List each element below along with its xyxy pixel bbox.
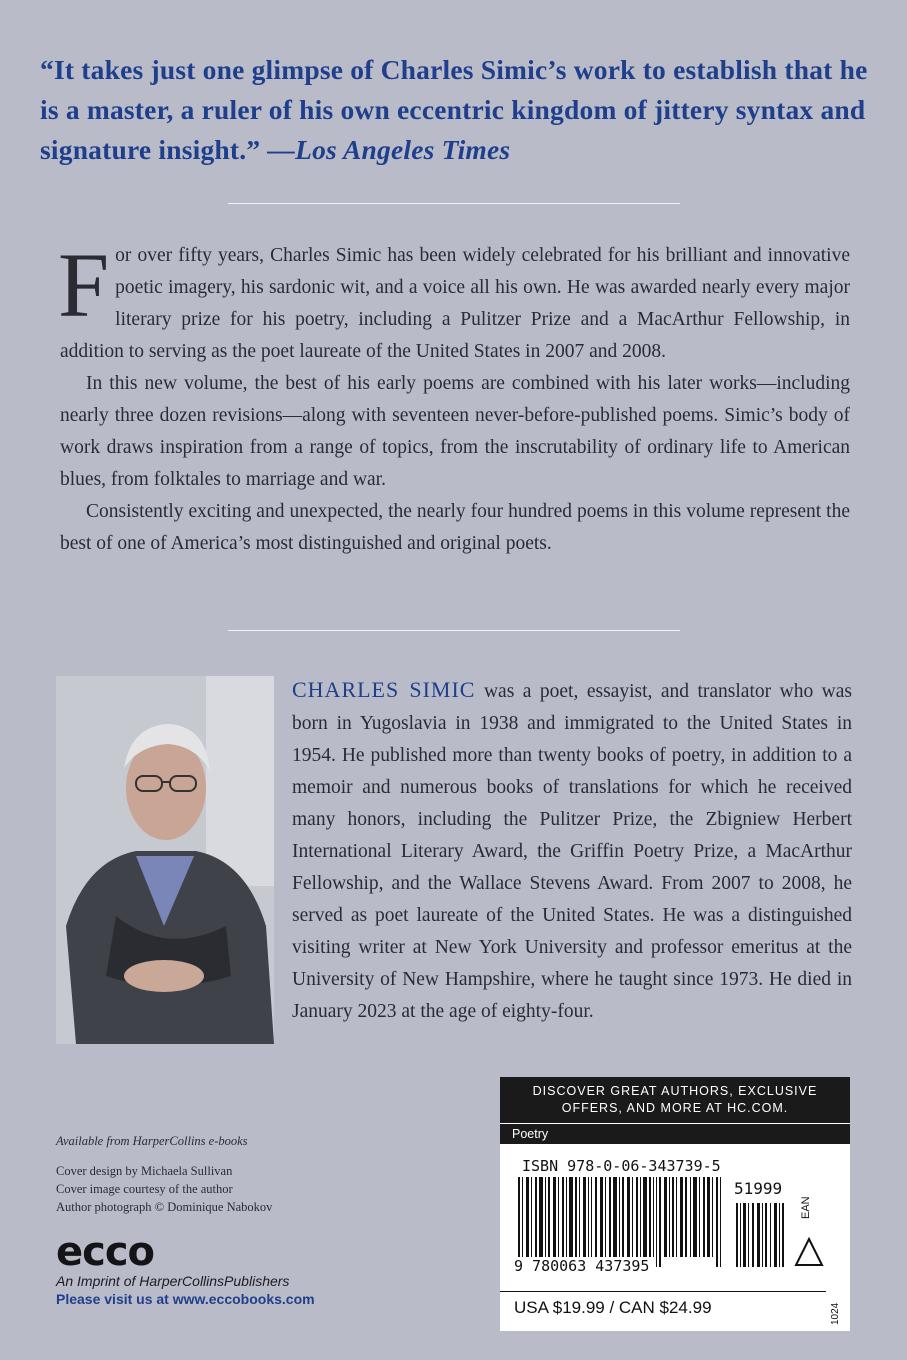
divider-middle bbox=[228, 630, 680, 631]
isbn-text: ISBN 978-0-06-343739-5 bbox=[522, 1157, 721, 1175]
website-line: Please visit us at www.eccobooks.com bbox=[56, 1291, 315, 1307]
genre-label: Poetry bbox=[500, 1123, 850, 1144]
author-photo bbox=[56, 676, 274, 1044]
price-code: 51999 bbox=[734, 1179, 783, 1198]
imprint-block bbox=[56, 1272, 396, 1308]
drop-cap: F bbox=[58, 234, 110, 336]
imprint-line: An Imprint of HarperCollinsPublishers bbox=[56, 1273, 290, 1289]
bio-text: was a poet, essayist, and translator who was born in Yugoslavia in 1938 and immigrated to the United States in 1954. He published more than twenty books of poetry, in addition to a memoir and numerous books of translations for which he received many honors, including the Pulitzer Prize, the Zbigniew Herbert International Literary Award, the Griffin Poetry Prize, a MacArthur Fellowship, and the Wallace Stevens Award. From 2007 to 2008, he served as poet laureate of the United States. He was a distinguished visiting writer at New York University and professor emeritus at the University of New Hampshire, where he taught since 1973. He died in January 2023 at the age of eighty-four. bbox=[292, 681, 852, 1022]
author-bio bbox=[292, 674, 852, 1028]
barcode-box bbox=[500, 1077, 850, 1331]
barcode-digits: 9 780063 437395 bbox=[514, 1257, 650, 1275]
description-paragraph-1: For over fifty years, Charles Simic has been widely celebrated for his brilliant and innovative poetic imagery, his sardonic wit, and a voice all his own. He was awarded nearly every major literary prize for his poetry, including a Pulitzer Prize and a MacArthur Fellowship, in addition to serving as the poet laureate of the United States in 2007 and 2008. bbox=[58, 234, 850, 362]
description-paragraph-3: Consistently exciting and unexpected, the nearly four hundred poems in this volume represent the best of one of America’s most distinguished and original poets. bbox=[60, 501, 850, 554]
promo-banner: DISCOVER GREAT AUTHORS, EXCLUSIVE OFFERS, AND MORE AT HC.COM. bbox=[500, 1077, 850, 1123]
description-paragraph-2: In this new volume, the best of his early poems are combined with his later works—including nearly three dozen revisions—along with seventeen never-before-published poems. Simic’s body of work draws inspiration from a range of topics, from the inscrutability of ordinary life to American blues, from folktales to marriage and war. bbox=[60, 373, 850, 490]
ean-label: EAN bbox=[800, 1196, 812, 1219]
blurb-quote bbox=[40, 50, 870, 170]
cover-design-credit: Cover design by Michaela Sullivan bbox=[56, 1164, 233, 1178]
triangle-icon bbox=[794, 1237, 824, 1267]
divider-top bbox=[228, 203, 680, 204]
quote-attribution: —Los Angeles Times bbox=[267, 134, 511, 165]
ecco-logo: ecco bbox=[56, 1229, 155, 1275]
print-code: 1024 bbox=[830, 1302, 841, 1325]
author-photo-credit: Author photograph © Dominique Nabokov bbox=[56, 1200, 273, 1214]
quote-text: “It takes just one glimpse of Charles Simic’s work to establish that he is a master, a ruler of his own eccentric kingdom of jittery syntax and signature insight.” bbox=[40, 54, 868, 165]
ebook-availability: Available from HarperCollins e-books bbox=[56, 1134, 248, 1148]
barcode-graphic bbox=[512, 1177, 802, 1277]
cover-credits bbox=[56, 1132, 456, 1216]
cover-image-credit: Cover image courtesy of the author bbox=[56, 1182, 233, 1196]
book-description bbox=[58, 234, 850, 560]
author-name: CHARLES SIMIC bbox=[292, 677, 476, 702]
price-line: USA $19.99 / CAN $24.99 bbox=[500, 1291, 826, 1324]
